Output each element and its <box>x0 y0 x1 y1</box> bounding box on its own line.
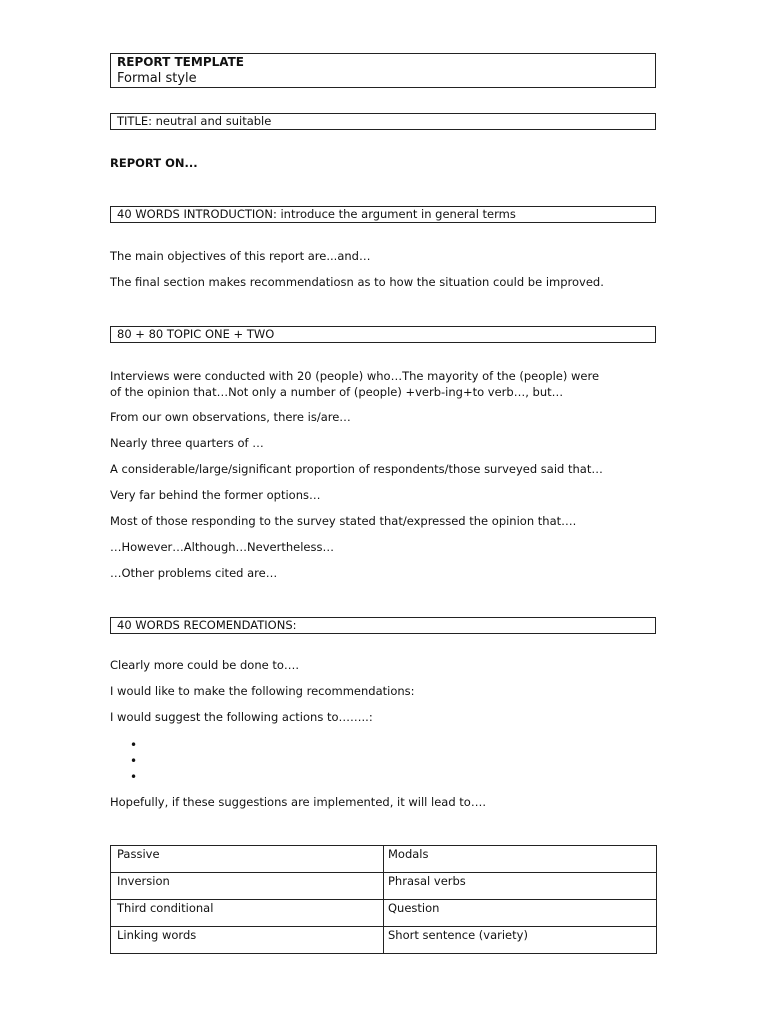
recom-line-3: I would suggest the following actions to……..: <box>110 710 373 724</box>
title-box-text: TITLE: neutral and suitable <box>117 114 272 128</box>
topic-box <box>110 326 656 343</box>
table-row <box>111 900 657 927</box>
topic-line-8: …However…Although…Nevertheless… <box>110 540 334 554</box>
table-row <box>111 873 657 900</box>
topic-line-6: Very far behind the former options… <box>110 488 321 502</box>
recom-line-2: I would like to make the following recommendations: <box>110 684 415 698</box>
table-row <box>111 846 657 873</box>
header-box <box>110 53 656 88</box>
intro-box <box>110 206 656 223</box>
table-row <box>111 927 657 954</box>
title-box <box>110 113 656 130</box>
recom-line-1: Clearly more could be done to…. <box>110 658 300 672</box>
intro-line-1: The main objectives of this report are...and… <box>110 249 371 263</box>
recommendations-box-text: 40 WORDS RECOMENDATIONS: <box>117 618 297 632</box>
template-subtitle: Formal style <box>117 71 197 86</box>
template-title: REPORT TEMPLATE <box>117 55 245 69</box>
table-cell: Short sentence (variety) <box>384 927 657 954</box>
recommendations-box <box>110 617 656 634</box>
bullet-3: • <box>130 770 138 784</box>
table-cell: Linking words <box>111 927 384 954</box>
table-cell: Passive <box>111 846 384 873</box>
intro-line-2: The final section makes recommendatiosn as to how the situation could be improved. <box>110 275 604 289</box>
topic-line-5: A considerable/large/significant proportion of respondents/those surveyed said that… <box>110 462 603 476</box>
table-cell: Inversion <box>111 873 384 900</box>
intro-box-text: 40 WORDS INTRODUCTION: introduce the argument in general terms <box>117 207 516 221</box>
table-cell: Question <box>384 900 657 927</box>
topic-line-4: Nearly three quarters of … <box>110 436 264 450</box>
topic-line-9: …Other problems cited are… <box>110 566 278 580</box>
topic-line-3: From our own observations, there is/are… <box>110 410 351 424</box>
topic-line-2: of the opinion that…Not only a number of (people) +verb-ing+to verb…, but… <box>110 385 564 399</box>
checklist-table <box>110 845 657 954</box>
table-cell: Modals <box>384 846 657 873</box>
table-cell: Third conditional <box>111 900 384 927</box>
topic-line-7: Most of those responding to the survey stated that/expressed the opinion that…. <box>110 514 577 528</box>
topic-box-text: 80 + 80 TOPIC ONE + TWO <box>117 327 275 341</box>
bullet-1: • <box>130 738 138 752</box>
topic-line-1: Interviews were conducted with 20 (people) who…The mayority of the (people) were <box>110 369 600 383</box>
report-on-heading: REPORT ON... <box>110 156 198 170</box>
table-cell: Phrasal verbs <box>384 873 657 900</box>
closing-line: Hopefully, if these suggestions are implemented, it will lead to…. <box>110 795 486 809</box>
bullet-2: • <box>130 754 138 768</box>
